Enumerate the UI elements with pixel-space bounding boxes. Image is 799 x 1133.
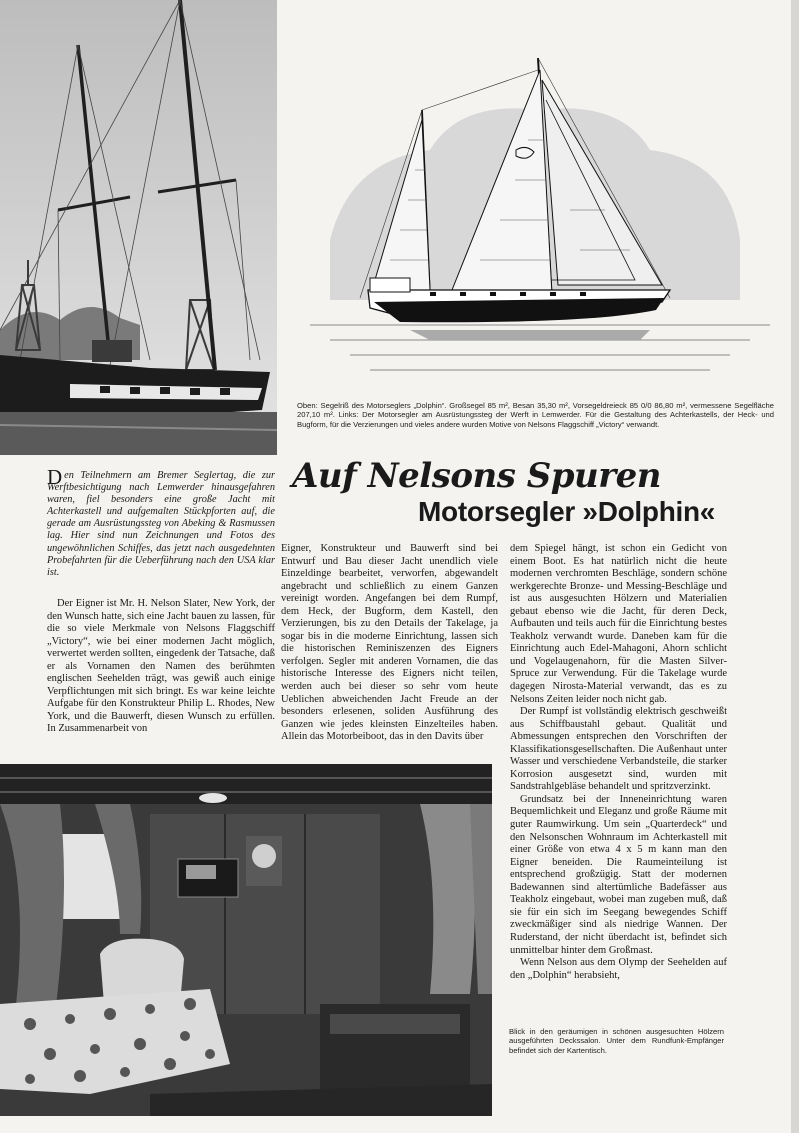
body-paragraph: dem Spiegel hängt, ist schon ein Gedicht von einem Boot. Es hat natürlich nicht die heute modernen verchromten Beschläge, sondern schöne werkgerechte Bronze- und Messing-Beschläge und ist aus ausgesuchten Hölzern und Materialien gebaut ebenso wie die Jacht, für deren Deck, Aufbauten und teils auch für die Einrichtung bestes Teakholz verwandt wurde. Daneben kam für die Einrichtung auch Edel-Mahagoni, Ahorn schlicht und Vogelaugenahorn, für die Masten Silver-Spruce zur Verwendung. Für die Takelage wurde dagegen Nirosta-Material verwandt, das es zu Nelsons Zeiten leider noch nicht gab. bbox=[510, 543, 727, 705]
deck-saloon-photo bbox=[0, 764, 492, 1116]
body-paragraph: Eigner, Konstrukteur und Bauwerft sind bei Entwurf und Bau dieser Jacht unendlich viele Einzeldinge bearbeitet, verworfen, abgewandelt angebracht und schließlich zu einem Ganzen vereinigt worden. Angefangen bei dem Rumpf, dem Heck, der Bugform, dem Kastell, den Verzierungen, bis zu den Details der Takelage, ja sogar bis in die moderne Einrichtung, lassen sich die historischen Reminiszenzen des Eigners verfolgen. Segler mit anderen Vornamen, die das historische Interesse des Eigners nicht teilen, werden auch bei dieser so sehr vom heute Ueblichen abweichenden Jacht Freude an der besonders erlesenen, soliden Ausführung des Ganzen wie jedes kleinsten Einzelteiles haben. Allein das Motorbeiboot, das in den Davits über bbox=[281, 543, 498, 743]
body-paragraph: Wenn Nelson aus dem Olymp der Seehelden auf den „Dolphin“ herabsieht, bbox=[510, 957, 727, 981]
body-paragraph: Grundsatz bei der Inneneinrichtung waren Bequemlichkeit und Eleganz und große Räume mit guter Raumwirkung. Um sein „Quarterdeck“ und den Nelsonschen Wohnraum im Achterkastell mit einer Größe von etwa 4 x 5 m kann man den Eigner beneiden. Die Raumeinteilung ist entsprechend großzügig. Statt der modernen Badewannen sind altertümliche Badefässer aus Teakholz eingebaut, wobei man zugeben muß, daß sie für ein sich im Seegang bewegendes Schiff zweckmäßiger sind als niedrige Wannen. Der Ruderstand, der nicht überdacht ist, befindet sich unmittelbar hinter dem Großmast. bbox=[510, 793, 727, 956]
intro-dropcap: D bbox=[47, 465, 63, 489]
body-paragraph: Der Eigner ist Mr. H. Nelson Slater, New York, der den Wunsch hatte, sich eine Jacht bauen zu lassen, für die so viele Merkmale von Nelsons Flaggschiff „Victory“, wie bei einer modernen Jacht möglich, verwertet werden sollten, eingedenk der Tatsache, daß er als Vornamen den Namen des berühmten englischen Seehelden trägt, was gewiß auch einige Verpflichtungen mit sich bringt. Es war keine leichte Aufgabe für den Konstrukteur Philip L. Rhodes, New York, und die Bauwerft, diesen Wunsch zu erfüllen. In Zusammenarbeit von bbox=[47, 598, 275, 735]
body-column-2 bbox=[281, 543, 498, 744]
body-paragraph: Der Rumpf ist vollständig elektrisch geschweißt aus Schiffbaustahl gebaut. Qualität und Abmessungen entsprechen den Vorschriften der Klassifikationsgesellschaften. Die Außenhaut unter Wasser und verschiedene Verbandsteile, die starker Korrosion ausgesetzt sind, wurden mit Sandstrahlgebläse behandelt und spritzverzinkt. bbox=[510, 706, 727, 793]
headline: Auf Nelsons Spuren bbox=[292, 456, 662, 496]
sail-plan-caption: Oben: Segelriß des Motorseglers „Dolphin“. Großsegel 85 m², Besan 35,30 m², Vorsegeldreieck 85 0/0 86,80 m², vermessene Segelfläche 207,10 m². Links: Der Motorsegler am Ausrüstungssteg der Werft in Lemwerder. Für die Gestaltung des Achterkastells, der Heck- und Bugform, für die Verzierungen und vieles andere wurden Motive von Nelsons Flaggschiff „Victory“ verwandt. bbox=[297, 401, 774, 429]
sail-plan-drawing bbox=[290, 40, 790, 390]
yacht-at-pier-photo bbox=[0, 0, 277, 455]
page-edge bbox=[791, 0, 799, 1133]
saloon-caption: Blick in den geräumigen in schönen ausgesuchten Hölzern ausgeführten Deckssalon. Unter dem Rundfunk-Empfänger befindet sich der Kartentisch. bbox=[509, 1027, 724, 1055]
body-column-3 bbox=[510, 543, 727, 982]
body-column-1 bbox=[47, 598, 275, 736]
intro-text: en Teilnehmern am Bremer Seglertag, die zur Werftbesichtigung nach Lemwerder hinausgefahren waren, fiel besonders eine große Jacht mit Achterkastell und aufgemalten Stückpforten auf, die gerade am Ausrüstungssteg von Abeking & Rasmussen lag. Hier sind nun Zeichnungen und Fotos des ungewöhnlichen Schiffes, das jetzt nach ausgedehnten Probefahrten für die Ueberführung nach den USA klar ist. bbox=[47, 470, 275, 578]
subheadline: Motorsegler »Dolphin« bbox=[418, 496, 716, 527]
intro-paragraph bbox=[47, 465, 275, 579]
